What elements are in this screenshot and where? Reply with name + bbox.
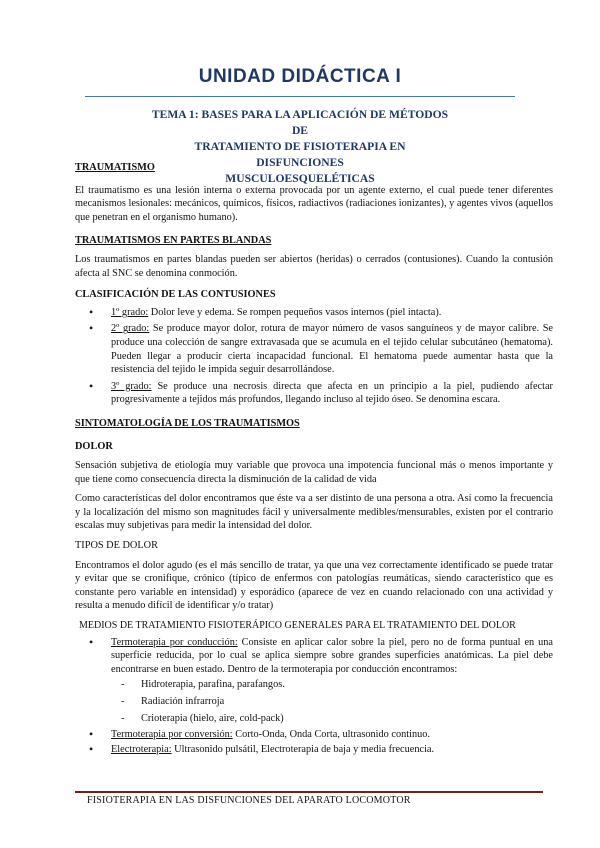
partes-blandas-heading: TRAUMATISMOS EN PARTES BLANDAS (75, 235, 272, 247)
traumatismo-paragraph: El traumatismo es una lesión interna o externa provocada por un agente externo, el cual puede tener diferentes mecanismos lesionales: mecánicos, químicos, físicos, radiactivos (radiaciones ionizantes), y agentes vivos (aquellos que penetran en el organismo humano). (75, 184, 553, 223)
dolor-heading: DOLOR (75, 440, 113, 452)
list-item: - Crioterapia (hielo, aire, cold-pack) (111, 712, 553, 726)
list-item (75, 322, 553, 376)
partes-blandas-paragraph: Los traumatismos en partes blandas pueden ser abiertos (heridas) o cerrados (contusiones). Cuando la contusión afecta al SNC se denomina conmoción. (75, 253, 553, 279)
list-item (75, 636, 553, 726)
grade-3-label: 3º grado: (111, 380, 152, 392)
dolor-paragraph-2: Como características del dolor encontramos que éste va a ser distinto de una persona a otra. Así como la frecuencia y la localización del mismo son magnitudes fácil y universalmente medibles/mensurables, existen por el contrario escalas muy subjetivas para medir la intensidad del dolor. (75, 493, 553, 532)
list-item (75, 380, 553, 407)
list-item (75, 306, 553, 320)
sintomatologia-heading: SINTOMATOLOGÍA DE LOS TRAUMATISMOS (75, 417, 300, 429)
termoterapia-conversion-text: Corto-Onda, Onda Corta, ultrasonido continuo. (232, 729, 430, 741)
topic-line-2: TRATAMIENTO DE FISIOTERAPIA EN DISFUNCIONES (194, 140, 406, 169)
termoterapia-conduccion-text: Consiste en aplicar calor sobre la piel, pero no de forma puntual en una superficie reducida, por lo cual se aplica siempre sobre grandes superficies anatómicas. La piel debe encontrarse en buen estado. Dentro de la termoterapia por conducción encontramos: (111, 636, 553, 675)
conduccion-sublist (111, 678, 553, 725)
grade-1-text: Dolor leve y edema. Se rompen pequeños vasos internos (piel intacta). (148, 306, 442, 318)
list-item (75, 728, 553, 742)
grade-1-label: 1º grado: (111, 306, 149, 318)
tipos-dolor-paragraph: Encontramos el dolor agudo (es el más sencillo de tratar, ya que una vez correctamente identificado se puede tratar y evitar que se cronifique, crónico (típico de enfermos con patologías reumáticas, siendo característico que es constante pero variable en intensidad) y esporádico (aparece de vez en cuando relacionado con una actividad y resulta a menudo difícil de identificar y/o tratar) (75, 559, 553, 612)
unit-title: UNIDAD DIDÁCTICA I (198, 66, 402, 87)
list-item (75, 743, 553, 757)
grade-3-text: Se produce una necrosis directa que afecta en un principio a la piel, pudiendo afectar progresivamente a tejidos más profundos, llegando incluso al tejido óseo. Se denomina escara. (111, 380, 553, 406)
termoterapia-conduccion-label: Termoterapia por conducción: (111, 636, 238, 648)
dolor-paragraph-1: Sensación subjetiva de etiología muy variable que provoca una impotencia funcional más o menos importante y que tiene como consecuencia directa la disminución de la calidad de vida (75, 460, 553, 485)
document-body (75, 161, 553, 756)
list-item: - Hidroterapia, parafina, parafangos. (111, 678, 553, 692)
footer-divider (75, 791, 543, 793)
tipos-dolor-heading: TIPOS DE DOLOR (75, 540, 158, 552)
clasificacion-heading: CLASIFICACIÓN DE LAS CONTUSIONES (75, 289, 276, 301)
contusion-grades-list (75, 306, 553, 407)
footer-text: FISIOTERAPIA EN LAS DISFUNCIONES DEL APARATO LOCOMOTOR (87, 795, 411, 806)
topic-line-1: TEMA 1: BASES PARA LA APLICACIÓN DE MÉTODOS DE (151, 108, 449, 137)
electroterapia-text: Ultrasonido pulsátil, Electroterapia de baja y media frecuencia. (171, 743, 435, 755)
medios-list (75, 636, 553, 757)
traumatismo-heading: TRAUMATISMO (75, 162, 155, 173)
list-item: - Radiación infrarroja (111, 695, 553, 709)
grade-2-label: 2º grado: (111, 323, 150, 335)
medios-heading: MEDIOS DE TRATAMIENTO FISIOTERÁPICO GENERALES PARA EL TRATAMIENTO DEL DOLOR (79, 620, 516, 632)
topic-line-3: MUSCULOESQUELÉTICAS (225, 172, 375, 185)
electroterapia-label: Electroterapia: (111, 743, 172, 755)
grade-2-text: Se produce mayor dolor, rotura de mayor número de vasos sanguíneos y de mayor calibre. Se produce una colección de sangre extravasada que se acumula en el tejido celular subcutáneo (hematoma). Pueden llegar a producir cierta incapacidad funcional. El hematoma puede aumentar hasta que la resistencia del tejido le impida seguir desarrollándose. (111, 323, 553, 376)
termoterapia-conversion-label: Termoterapia por conversión: (111, 729, 233, 741)
title-divider (85, 96, 515, 97)
